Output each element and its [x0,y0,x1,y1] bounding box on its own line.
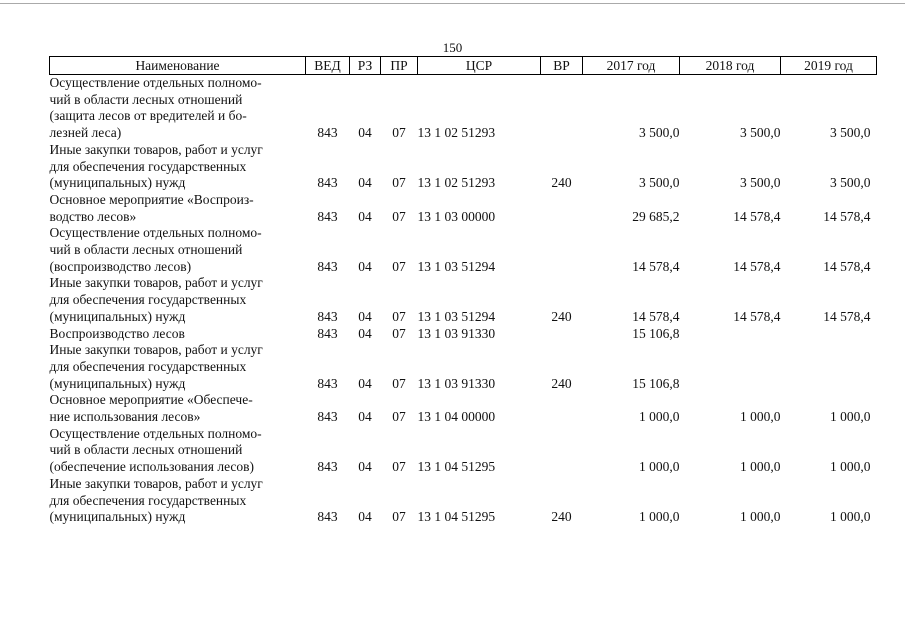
row-pr: 07 [392,459,406,475]
header-ved: ВЕД [306,57,350,75]
row-2017: 15 106,8 [632,325,680,341]
row-2018: 14 578,4 [733,308,781,324]
row-2017: 29 685,2 [632,208,680,224]
row-vr: 240 [551,175,572,191]
row-2017: 1 000,0 [639,509,680,525]
row-csr: 13 1 02 51293 [417,175,496,191]
row-2017: 3 500,0 [639,125,680,141]
row-2019: 3 500,0 [830,125,871,141]
row-2017: 14 578,4 [632,258,680,274]
row-2018: 3 500,0 [740,125,781,141]
row-ved: 843 [317,459,338,475]
page-number: 150 [442,40,463,55]
row-csr: 13 1 03 91330 [417,375,496,391]
row-vr [541,225,583,275]
budget-table [49,56,877,526]
row-csr: 13 1 03 00000 [417,208,496,224]
row-ved: 843 [317,409,338,425]
row-vr [541,426,583,476]
row-rz: 04 [358,175,372,191]
row-ved: 843 [317,375,338,391]
row-name: Иные закупки товаров, работ и услуг для обеспечения государственных (муниципальных) нужд [49,141,263,191]
row-2019 [781,342,877,392]
row-pr: 07 [392,208,406,224]
row-2017: 14 578,4 [632,308,680,324]
top-divider [0,3,905,4]
row-name: Осуществление отдельных полномо- чий в области лесных отношений (обеспечение использования лесов) [49,425,262,475]
row-vr: 240 [551,375,572,391]
row-rz: 04 [358,208,372,224]
row-name: Иные закупки товаров, работ и услуг для обеспечения государственных (муниципальных) нужд [49,475,263,525]
row-rz: 04 [358,509,372,525]
header-pr: ПР [381,57,418,75]
row-2018: 1 000,0 [740,509,781,525]
row-name: Осуществление отдельных полномо- чий в области лесных отношений (воспроизводство лесов) [49,225,262,274]
table-header-row [50,57,877,75]
row-2018: 14 578,4 [733,258,781,274]
row-pr: 07 [392,509,406,525]
row-vr [541,326,583,343]
row-rz: 04 [358,325,372,341]
row-2019: 1 000,0 [830,459,871,475]
row-rz: 04 [358,125,372,141]
row-2019: 14 578,4 [823,308,871,324]
row-ved: 843 [317,125,338,141]
row-2018 [680,326,781,343]
row-csr: 13 1 03 91330 [417,325,496,341]
table-row [50,392,877,425]
table-row [50,326,877,343]
row-name: Воспроизводство лесов [49,325,185,341]
row-pr: 07 [392,175,406,191]
row-pr: 07 [392,125,406,141]
row-2017: 1 000,0 [639,409,680,425]
row-csr: 13 1 03 51294 [417,258,496,274]
row-csr: 13 1 03 51294 [417,308,496,324]
row-name: Основное мероприятие «Воспроиз- водство лесов» [49,191,254,224]
row-ved: 843 [317,325,338,341]
row-vr [541,192,583,225]
row-ved: 843 [317,175,338,191]
row-name: Основное мероприятие «Обеспече- ние использования лесов» [49,392,253,425]
table-row [50,342,877,392]
header-name: Наименование [50,57,306,75]
row-ved: 843 [317,208,338,224]
row-ved: 843 [317,308,338,324]
row-2017: 15 106,8 [632,375,680,391]
table-row [50,192,877,225]
row-name: Осуществление отдельных полномо- чий в области лесных отношений (защита лесов от вредителей и бо- лезней леса) [49,75,262,141]
row-2018: 3 500,0 [740,175,781,191]
table-row [50,275,877,325]
row-name: Иные закупки товаров, работ и услуг для обеспечения государственных (муниципальных) нужд [49,342,263,391]
header-rz: РЗ [350,57,381,75]
row-rz: 04 [358,409,372,425]
row-rz: 04 [358,459,372,475]
row-pr: 07 [392,258,406,274]
row-rz: 04 [358,375,372,391]
table-row [50,225,877,275]
header-csr: ЦСР [418,57,541,75]
row-pr: 07 [392,409,406,425]
header-2019: 2019 год [781,57,877,75]
table-row [50,142,877,192]
row-2019: 3 500,0 [830,175,871,191]
row-csr: 13 1 04 51295 [417,459,496,475]
row-pr: 07 [392,375,406,391]
row-ved: 843 [317,258,338,274]
row-ved: 843 [317,509,338,525]
table-row [50,75,877,142]
row-2019: 1 000,0 [830,509,871,525]
row-vr: 240 [551,308,572,324]
row-2018: 1 000,0 [740,409,781,425]
row-2018: 14 578,4 [733,208,781,224]
row-2019: 1 000,0 [830,409,871,425]
row-rz: 04 [358,308,372,324]
row-vr: 240 [551,509,572,525]
row-vr [541,392,583,425]
row-2019: 14 578,4 [823,208,871,224]
row-2017: 1 000,0 [639,459,680,475]
header-vr: ВР [541,57,583,75]
table-row [50,426,877,476]
row-rz: 04 [358,258,372,274]
row-name: Иные закупки товаров, работ и услуг для обеспечения государственных (муниципальных) нужд [49,275,263,324]
row-csr: 13 1 02 51293 [417,125,496,141]
row-2019 [781,326,877,343]
table-row [50,476,877,526]
row-csr: 13 1 04 00000 [417,409,496,425]
row-pr: 07 [392,325,406,341]
row-2018: 1 000,0 [740,459,781,475]
row-vr [541,75,583,142]
header-2018: 2018 год [680,57,781,75]
row-2019: 14 578,4 [823,258,871,274]
row-csr: 13 1 04 51295 [417,509,496,525]
row-2018 [680,342,781,392]
header-2017: 2017 год [583,57,680,75]
row-2017: 3 500,0 [639,175,680,191]
row-pr: 07 [392,308,406,324]
